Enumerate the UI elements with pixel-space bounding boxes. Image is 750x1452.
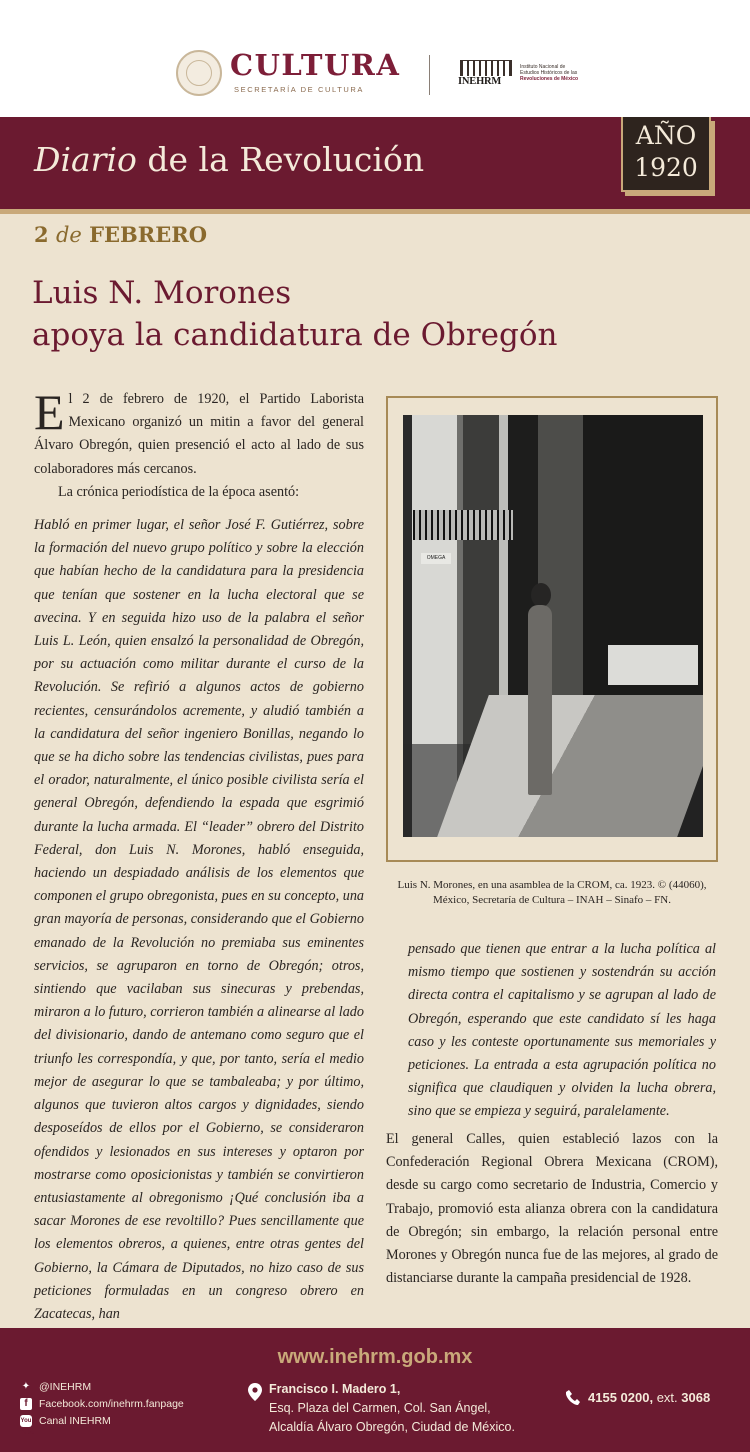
inehrm-logo: [458, 60, 514, 90]
intro-paragraph-2: La crónica periodística de la época asentó:: [58, 483, 300, 500]
youtube-icon: You Tube: [20, 1415, 32, 1427]
twitter-link[interactable]: ✦ @INEHRM: [21, 1381, 92, 1393]
article-headline: Luis N. Morones apoya la candidatura de Obregón: [32, 275, 558, 353]
inehrm-logo-text: INEHRM: [458, 76, 502, 87]
closing-paragraph: El general Calles, quien estableció lazos con la Confederación Regional Obrera Mexicana (CROM), desde su cargo como secretario de Industria, Comercio y Trabajo, promovió esta alianza obrera con la candidatura de Obregón; sin embargo, la relación personal entre Morones y Obregón nunca fue de las mejores, al grado de distanciarse durante la campaña presidencial de 1928.: [386, 1131, 718, 1287]
phone-icon: [566, 1390, 580, 1406]
article-left-column: [34, 384, 364, 1326]
photo-sign: OMEGA: [421, 553, 451, 564]
year-box: [621, 117, 711, 192]
year-value: 1920: [634, 153, 698, 182]
historical-photo: [403, 415, 703, 837]
band-stripe: [0, 209, 750, 214]
series-title: Diario de la Revolución: [34, 140, 425, 179]
address: Francisco I. Madero 1, Esq. Plaza del Carmen, Col. San Ángel, Alcaldía Álvaro Obregón, Ciudad de México.: [269, 1382, 515, 1434]
facebook-icon: f: [20, 1398, 32, 1410]
photo-caption: Luis N. Morones, en una asamblea de la CROM, ca. 1923. © (44060), México, Secretaría de Cultura – INAH – Sinafo – FN.: [397, 879, 707, 906]
year-label: AÑO: [635, 121, 697, 150]
building-icon: [460, 60, 512, 76]
cultura-subtitle: SECRETARÍA DE CULTURA: [234, 85, 365, 94]
quote-right: pensado que tienen que entrar a la lucha política al mismo tiempo que sostienen y sostendrán su acción directa contra el capitalismo y se agrupan al lado de Obregón, esperando que este candidato sí les haga caso y les conteste oportunamente sus memoriales y peticiones. La entrada a esta agrupación política no significa que claudiquen y olviden la lucha obrera, sino que se empieza y seguirá, paralelamente.: [408, 941, 716, 1120]
twitter-icon: ✦: [21, 1381, 31, 1392]
drop-cap: E: [34, 384, 65, 440]
logo-divider: [429, 55, 430, 95]
cultura-logo: CULTURA: [230, 48, 401, 82]
facebook-link[interactable]: f Facebook.com/inehrm.fanpage: [20, 1397, 250, 1414]
website-link[interactable]: www.inehrm.gob.mx: [277, 1346, 473, 1368]
intro-paragraph: l 2 de febrero de 1920, el Partido Laborista Mexicano organizó un mitin a favor del general Álvaro Obregón, quien presenció el acto al lado de sus colaboradores más cercanos.: [34, 391, 364, 477]
youtube-link[interactable]: You Tube Canal INEHRM: [20, 1415, 111, 1436]
phone-number[interactable]: 4155 0200, ext. 3068: [588, 1390, 711, 1405]
location-pin-icon: [248, 1383, 262, 1401]
entry-date: 2 de FEBRERO: [34, 222, 207, 247]
inehrm-description: Instituto Nacional de Estudios Históricos de las Revoluciones de México: [520, 64, 579, 82]
national-seal-icon: [176, 50, 222, 96]
quote-left: Habló en primer lugar, el señor José F. Gutiérrez, sobre la formación del nuevo grupo político y sobre la elección que habían hecho de la candidatura para la presidencia que tenían que sostener en la lucha electoral que se avecina. Y en seguida hizo uso de la palabra el señor Luis L. León, quien ensalzó la personalidad de Obregón, por su actuación como militar durante el curso de la Revolución. Se refirió a algunos actos de gobierno recientes, censurándolos acremente, y aludió también a la candidatura del señor ingeniero Bonillas, negando lo que se ha dicho sobre las tendencias civilistas, pues para el orador, naturalmente, el único posible civilista sería el general Obregón, defendiendo la espada que esgrimió durante la lucha armada. El “leader” obrero del Distrito Federal, don Luis N. Morones, habló enseguida, haciendo un despiadado análisis de los elementos que componen el grupo obregonista, pues en su concepto, una gran mayoría de personas, considerando que el Gobierno emanado de la Revolución no premiaba sus eminentes servicios, se agruparon en torno de Obregón; otros, sintiendo que vacilaban sus sinecuras y prebendas, miraron a lo futuro, corrieron también a alinearse al lado del divisionario, dando de antemano como seguro que el triunfo les correspondía, y que, por tanto, sería el medio mejor de asegurar lo que se tambaleaba; y por último, algunos que tuvieron altos cargos y dignidades, siendo desposeídos de ellos por el Gobierno, se consideraron ofendidos y lesionados en sus intereses y optaron por mostrarse como oposicionistas y también se convirtieron entusiastamente al obregonismo ¡Qué conclusión iba a sacar Morones de ese revoltillo? Pues sencillamente que los elementos obreros, a quienes, entre otras gentes del Gobierno, la Cámara de Diputados, no hizo caso de sus peticiones formuladas en un congreso obrero en Zacatecas, han: [34, 517, 364, 1322]
social-links: [20, 1380, 250, 1436]
